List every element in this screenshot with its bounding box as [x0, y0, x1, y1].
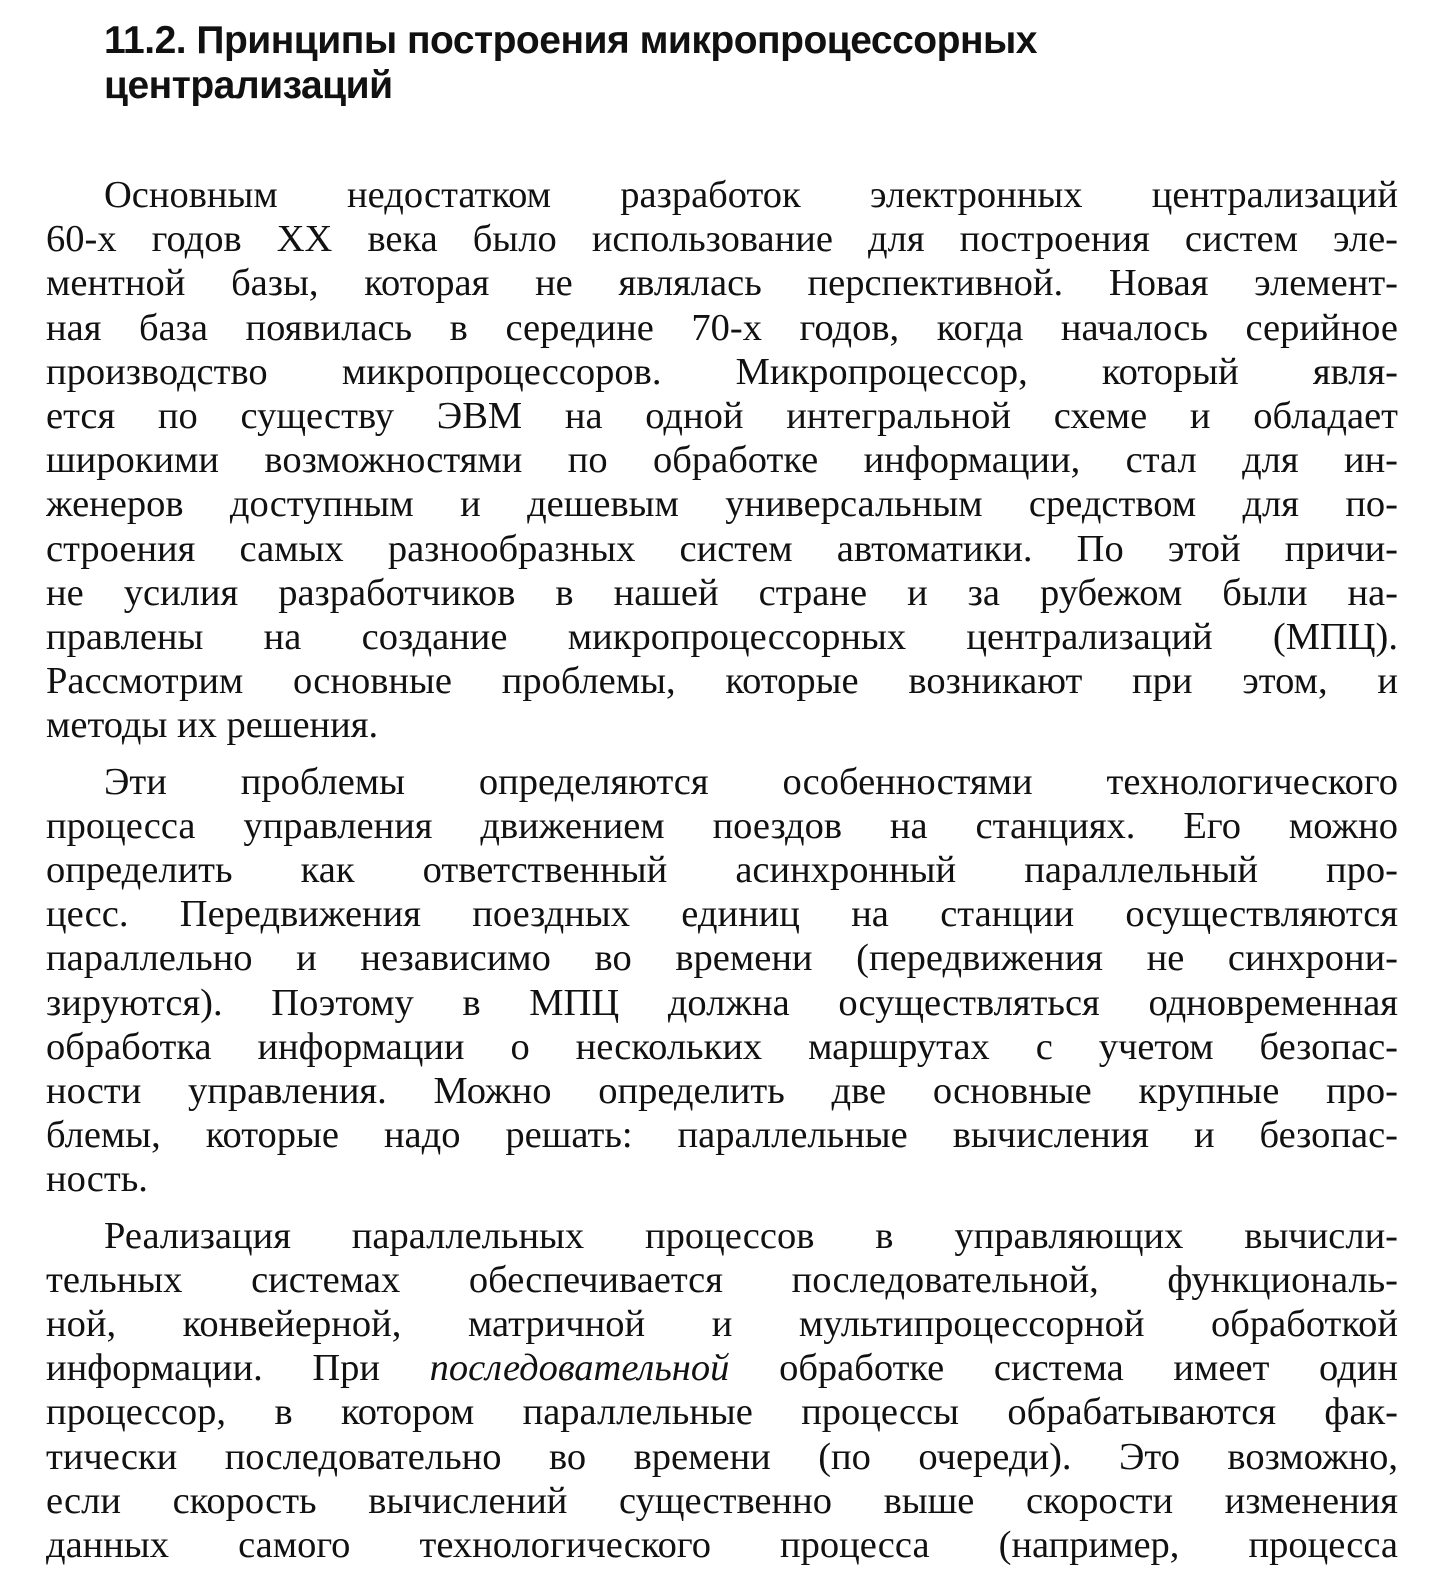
- emphasized-term: последовательной: [429, 1347, 730, 1390]
- text-line: ментной базы, которая не являлась перспективной. Новая элемент-: [46, 262, 1398, 305]
- text-line: данных самого технологического процесса (например, процесса: [46, 1524, 1398, 1567]
- text-line: Эти проблемы определяются особенностями технологического: [104, 760, 1398, 803]
- section-heading-line-2: централизаций: [104, 64, 393, 107]
- paragraph-2: [46, 760, 1398, 1202]
- text-line: тически последовательно во времени (по очереди). Это возможно,: [46, 1435, 1398, 1478]
- text-line: если скорость вычислений существенно выше скорости изменения: [46, 1479, 1398, 1522]
- text-line: 60-х годов XX века было использование для построения систем эле-: [46, 218, 1398, 261]
- body-text: [46, 173, 1398, 1567]
- text-line: Рассмотрим основные проблемы, которые возникают при этом, и: [46, 660, 1398, 703]
- text-line: параллельно и независимо во времени (передвижения не синхрони-: [46, 937, 1398, 980]
- text-line: зируются). Поэтому в МПЦ должна осуществляться одновременная: [46, 981, 1398, 1024]
- text-line: обработка информации о нескольких маршрутах с учетом безопас-: [46, 1025, 1398, 1068]
- text-line: определить как ответственный асинхронный параллельный про-: [46, 849, 1398, 892]
- text-line: тельных системах обеспечивается последовательной, функциональ-: [46, 1258, 1398, 1301]
- text-line: ной, конвейерной, матричной и мультипроцессорной обработкой: [46, 1303, 1398, 1346]
- text-fragment: обработке система имеет один: [729, 1347, 1398, 1390]
- text-line: ность.: [46, 1158, 148, 1201]
- text-line: блемы, которые надо решать: параллельные вычисления и безопас-: [46, 1114, 1398, 1157]
- section-heading: [104, 18, 1398, 108]
- text-line: Реализация параллельных процессов в управляющих вычисли-: [104, 1214, 1398, 1257]
- text-line: цесс. Передвижения поездных единиц на станции осуществляются: [46, 893, 1398, 936]
- text-line: не усилия разработчиков в нашей стране и за рубежом были на-: [46, 571, 1398, 614]
- text-fragment: информации. При: [46, 1347, 430, 1390]
- text-line: ности управления. Можно определить две основные крупные про-: [46, 1070, 1398, 1113]
- text-line-with-emphasis: [46, 1346, 1398, 1390]
- text-line: женеров доступным и дешевым универсальным средством для по-: [46, 483, 1398, 526]
- text-line: процессор, в котором параллельные процессы обрабатываются фак-: [46, 1391, 1398, 1434]
- text-line: строения самых разнообразных систем автоматики. По этой причи-: [46, 527, 1398, 570]
- text-line: правлены на создание микропроцессорных централизаций (МПЦ).: [46, 616, 1398, 659]
- text-line: процесса управления движением поездов на станциях. Его можно: [46, 804, 1398, 847]
- text-line: ется по существу ЭВМ на одной интегральной схеме и обладает: [46, 395, 1398, 438]
- text-line: производство микропроцессоров. Микропроцессор, который явля-: [46, 350, 1398, 393]
- text-line: ная база появилась в середине 70-х годов, когда началось серийное: [46, 306, 1398, 349]
- paragraph-1: [46, 173, 1398, 748]
- page: [46, 18, 1398, 1567]
- section-heading-line-1: 11.2. Принципы построения микропроцессорных: [104, 19, 1037, 62]
- text-line: Основным недостатком разработок электронных централизаций: [104, 174, 1398, 216]
- text-line: широкими возможностями по обработке информации, стал для ин-: [46, 439, 1398, 482]
- paragraph-3: [46, 1214, 1398, 1568]
- text-line: методы их решения.: [46, 704, 379, 747]
